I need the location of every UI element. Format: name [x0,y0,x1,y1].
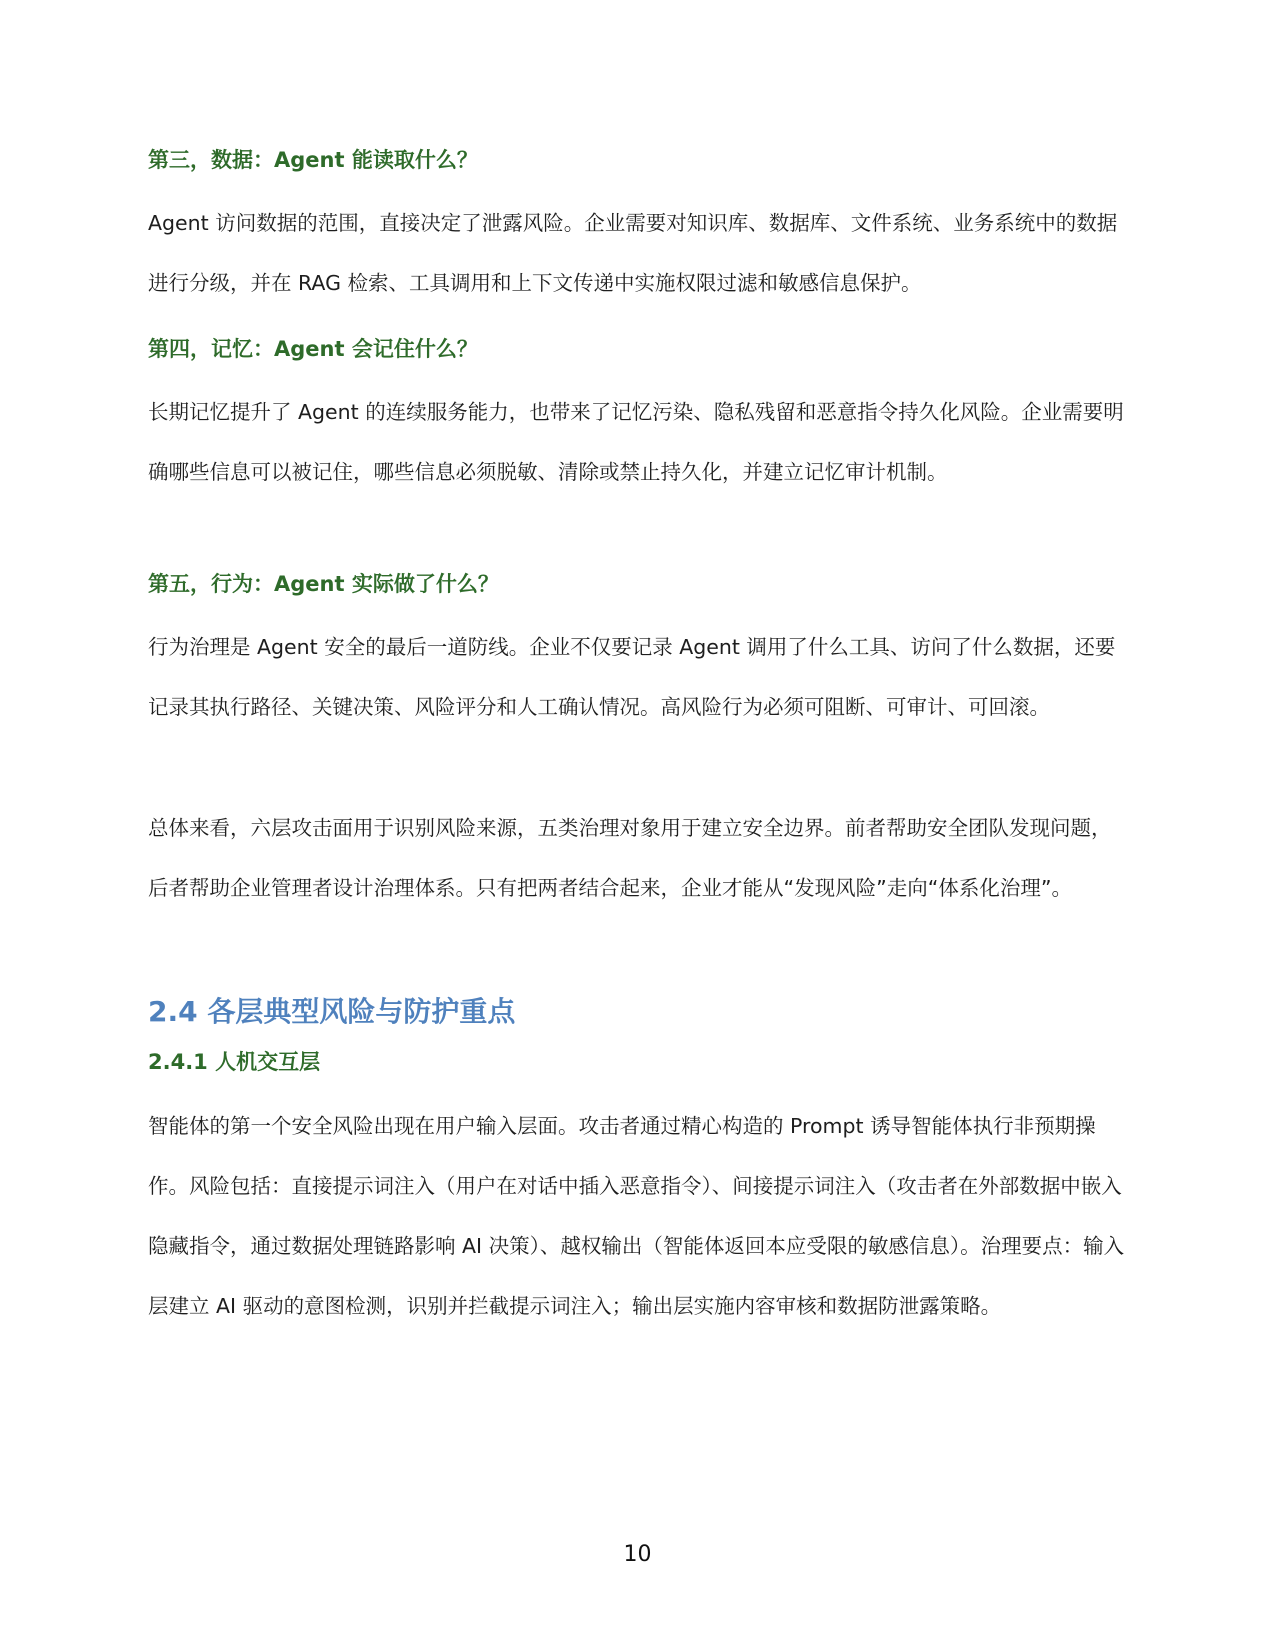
section-title: 2.4 各层典型风险与防护重点 [148,995,516,1028]
memory-paragraph: 长期记忆提升了 Agent 的连续服务能力，也带来了记忆污染、隐私残留和恶意指令持久化风险。企业需要明确哪些信息可以被记住，哪些信息必须脱敏、清除或禁止持久化，并建立记忆审计机制。 [148,400,1124,484]
behavior-heading: 第五，行为：Agent 实际做了什么？ [148,572,499,596]
interaction-layer-paragraph: 智能体的第一个安全风险出现在用户输入层面。攻击者通过精心构造的 Prompt 诱导智能体执行非预期操作。风险包括：直接提示词注入（用户在对话中插入恶意指令）、间接提示词注入（攻击者在外部数据中嵌入隐藏指令，通过数据处理链路影响 AI 决策）、越权输出（智能体返回本应受限的敏感信息）。治理要点：输入层建立 AI 驱动的意图检测，识别并拦截提示词注入；输出层实施内容审核和数据防泄露策略。 [148,1114,1125,1318]
summary-paragraph: 总体来看，六层攻击面用于识别风险来源，五类治理对象用于建立安全边界。前者帮助安全团队发现问题，后者帮助企业管理者设计治理体系。只有把两者结合起来，企业才能从“发现风险”走向“体系化治理”。 [148,816,1112,900]
memory-heading: 第四，记忆：Agent 会记住什么？ [148,337,478,361]
behavior-paragraph: 行为治理是 Agent 安全的最后一道防线。企业不仅要记录 Agent 调用了什么工具、访问了什么数据，还要记录其执行路径、关键决策、风险评分和人工确认情况。高风险行为必须可阻断、可审计、可回滚。 [148,635,1116,719]
data-heading: 第三，数据：Agent 能读取什么？ [148,148,478,172]
subsection-title: 2.4.1 人机交互层 [148,1050,321,1074]
page-number: 10 [623,1542,652,1567]
document-page [148,0,1128,1650]
data-paragraph: Agent 访问数据的范围，直接决定了泄露风险。企业需要对知识库、数据库、文件系统、业务系统中的数据进行分级，并在 RAG 检索、工具调用和上下文传递中实施权限过滤和敏感信息保护。 [148,211,1118,295]
